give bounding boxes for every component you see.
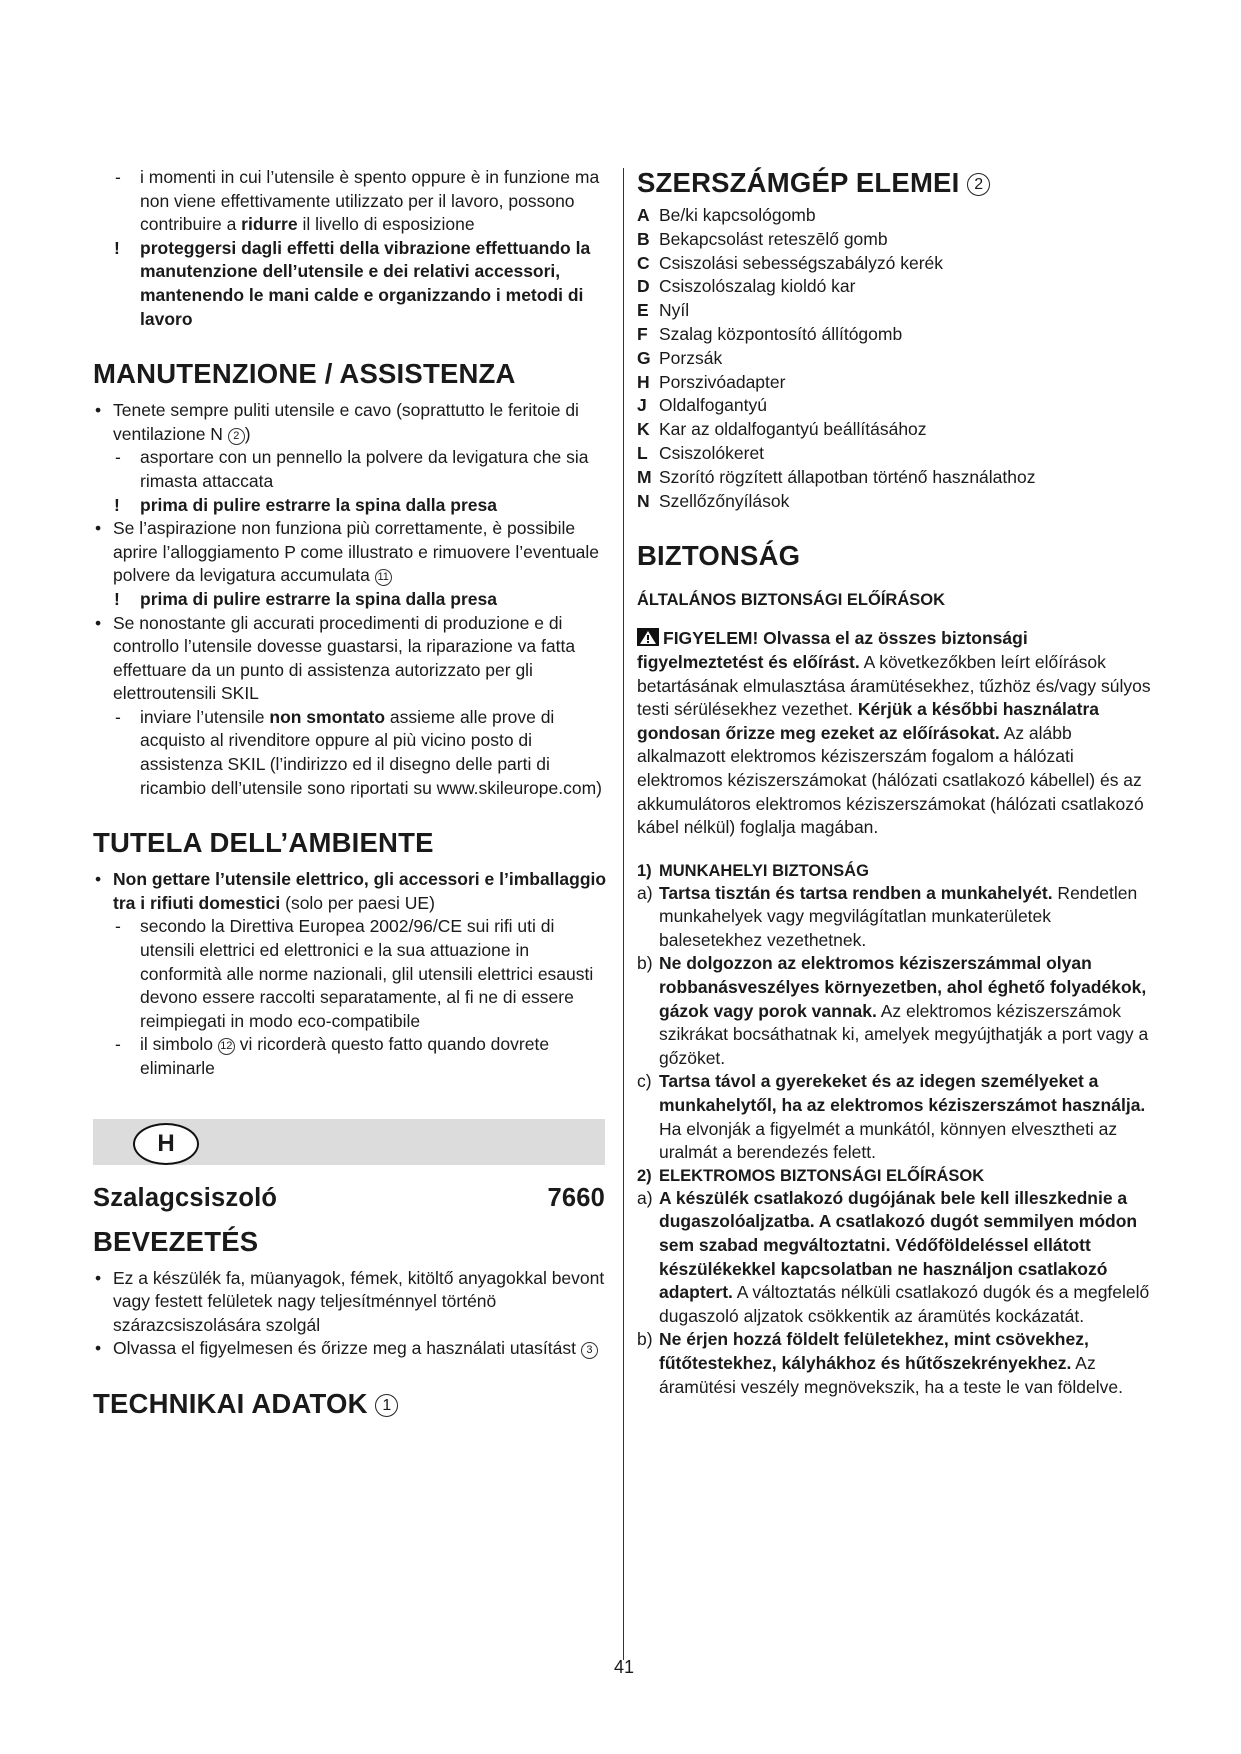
list-item: - inviare l’utensile non smontato assieme alle prove di acquisto al rivenditore oppure al più vicino posto di assistenza SKIL (l’indirizzo ed il disegno delle parti di ricambio dell’utensile sono riportati su www.skileurope.com) (115, 706, 602, 798)
parts-list-item: H Porszivóadapter (637, 371, 786, 392)
parts-list-item: G Porzsák (637, 347, 723, 368)
parts-list-item: B Bekapcsolást reteszēlő gomb (637, 228, 888, 249)
product-title: Szalagcsiszoló (93, 1183, 278, 1212)
parts-list-item: J Oldalfogantyú (637, 395, 767, 416)
list-item: • Olvassa el figyelmesen és őrizze meg a használati utasítást 3 (93, 1337, 613, 1361)
parts-list-item: F Szalag központosító állítógomb (637, 323, 903, 344)
safety-subheading: ÁLTALÁNOS BIZTONSÁGI ELŐÍRÁSOK (637, 591, 945, 610)
warning-item: ! prima di pulire estrarre la spina dalla presa (114, 494, 497, 515)
list-item: - i momenti in cui l’utensile è spento oppure è in funzione ma non viene effettivamente utilizzato per il lavoro, possono contribuire a ridurre il livello di esposizione (115, 167, 600, 235)
language-bar (93, 1119, 605, 1165)
list-item: • Non gettare l’utensile elettrico, gli accessori e l’imballaggio tra i rifiuti domestici (solo per paesi UE) (95, 869, 607, 913)
maintenance-heading: MANUTENZIONE / ASSISTENZA (93, 358, 516, 390)
figure-ref-badge: 3 (581, 1342, 598, 1359)
figure-ref-badge: 2 (967, 173, 990, 196)
list-item: a) A készülék csatlakozó dugójának bele kell illeszkednie a dugaszolóaljzatba. A csatlakozó dugót semmilyen módon sem szabad megváltoztatni. Védőföldeléssel ellátott készülékekkel kapcsolatban ne használjon csatlakozó adaptert. A változtatás nélküli csatlakozó dugók és a megfelelő dugaszoló aljzatok csökkentik az áramütés kockázatát. (637, 1187, 1150, 1326)
product-title-row (93, 1181, 605, 1215)
figure-ref-badge: 12 (218, 1038, 235, 1055)
right-column (637, 166, 1157, 1399)
parts-list-item: L Csiszolókeret (637, 442, 765, 463)
list-item: • Tenete sempre puliti utensile e cavo (soprattutto le feritoie di ventilazione N 2 ) (95, 400, 579, 444)
work-area-list (637, 882, 1157, 1165)
parts-list-item: A Be/ki kapcsológomb (637, 205, 816, 225)
parts-list-item: E Nyíl (637, 300, 690, 321)
parts-list-item: K Kar az oldalfogantyú beállításához (637, 419, 927, 440)
parts-list-item: D Csiszolószalag kioldó kar (637, 276, 856, 297)
figure-ref-badge: 11 (375, 569, 392, 586)
warning-item: ! proteggersi dagli effetti della vibrazione effettuando la manutenzione dell’utensile e dei relativi accessori, mantenendo le mani calde e organizzando i metodi di lavoro (114, 237, 591, 329)
safety-warning: FIGYELEM! Olvassa el az összes biztonsági figyelmeztetést és előírást. A következőkben leírt előírások betartásának elmulasztása áramütésekhez, tűzhöz és/vagy súlyos testi sérülésekhez vezethet. Kérjük a későbbi használatra gondosan őrizze meg ezeket az előírásokat. Az alább alkalmazott elektromos kéziszerszám fogalom a hálózati elektromos kéziszerszámokat (hálózati csatlakozó kábellel) és az akkumulátoros elektromos kéziszerszámokat (hálózati csatlakozó kábel nélkül) foglalja magában. (637, 628, 1151, 838)
product-number: 7660 (547, 1183, 605, 1212)
list-item: • Se l’aspirazione non funziona più correttamente, è possibile aprire l’alloggiamento P come illustrato e rimuovere l’eventuale polvere da levigatura accumulata 11 (95, 518, 600, 586)
parts-heading: SZERSZÁMGÉP ELEMEI 2 (637, 166, 1157, 200)
parts-list-item: N Szellőzőnyílások (637, 490, 790, 511)
list-item: • Ez a készülék fa, müanyagok, fémek, kitöltő anyagokkal bevont vagy festett felületek nagy teljesítménnyel történö szárazcsiszolására szolgál (95, 1267, 605, 1335)
safety-heading: BIZTONSÁG (637, 540, 801, 572)
electrical-heading: 2) ELEKTROMOS BIZTONSÁGI ELŐÍRÁSOK (637, 1166, 985, 1185)
list-item: a) Tartsa tisztán és tartsa rendben a munkahelyét. Rendetlen munkahelyek vagy megvilágítatlan munkaterületek balesetekhez vezethetnek. (637, 882, 1138, 950)
list-item: b) Ne dolgozzon az elektromos kéziszerszámmal olyan robbanásveszélyes környezetben, ahol éghető folyadékok, gázok vagy porok vannak. Az elektromos kéziszerszámok szikrákat bocsáthatnak ki, amelyek megyújthatják a port vagy a gőzöket. (637, 953, 1149, 1068)
list-item: - il simbolo 12 vi ricorderà questo fatto quando dovrete eliminarle (115, 1034, 550, 1078)
list-item: - asportare con un pennello la polvere da levigatura che sia rimasta attaccata (115, 447, 589, 491)
parts-list-item: C Csiszolási sebességszabályzó kerék (637, 252, 944, 273)
electrical-list (637, 1187, 1157, 1399)
list-item: - secondo la Direttiva Europea 2002/96/CE sui rifi uti di utensili elettrici ed elettronici e la sua attuazione in conformità alle norme nazionali, glil utensili elettrici esausti devono essere raccolti separatamente, al fi ne di essere reimpiegati in modo eco-compatibile (115, 916, 594, 1031)
environment-heading: TUTELA DELL’AMBIENTE (93, 827, 434, 859)
parts-list (637, 204, 1157, 513)
figure-ref-badge: 2 (228, 428, 245, 445)
tech-heading: TECHNIKAI ADATOK 1 (93, 1387, 613, 1421)
language-badge: H (133, 1123, 199, 1165)
warning-icon (637, 628, 659, 646)
work-area-heading: 1) MUNKAHELYI BIZTONSÁG (637, 861, 869, 880)
list-item: b) Ne érjen hozzá földelt felületekhez, mint csövekhez, fűtőtestekhez, kályhákhoz és hűtőszekrényekhez. Az áramütési veszély megnövekszik, ha a teste le van földelve. (637, 1329, 1123, 1397)
parts-list-item: M Szorító rögzített állapotban történő használathoz (637, 466, 1036, 487)
warning-item: ! prima di pulire estrarre la spina dalla presa (114, 588, 497, 609)
list-item: c) Tartsa távol a gyerekeket és az idegen személyeket a munkahelytől, ha az elektromos kéziszerszámot használja. Ha elvonják a figyelmét a munkától, könnyen elvesztheti az uralmát a berendezés felett. (637, 1071, 1146, 1163)
intro-heading: BEVEZETÉS (93, 1225, 259, 1257)
page-number: 41 (613, 1657, 635, 1677)
column-divider (623, 168, 624, 1660)
list-item: • Se nonostante gli accurati procedimenti di produzione e di controllo l’utensile dovesse guastarsi, la riparazione va fatta effettuare da un punto di assistenza autorizzato per gli elettroutensili SKIL (95, 612, 576, 704)
figure-ref-badge: 1 (375, 1394, 398, 1417)
left-column (93, 166, 613, 1421)
